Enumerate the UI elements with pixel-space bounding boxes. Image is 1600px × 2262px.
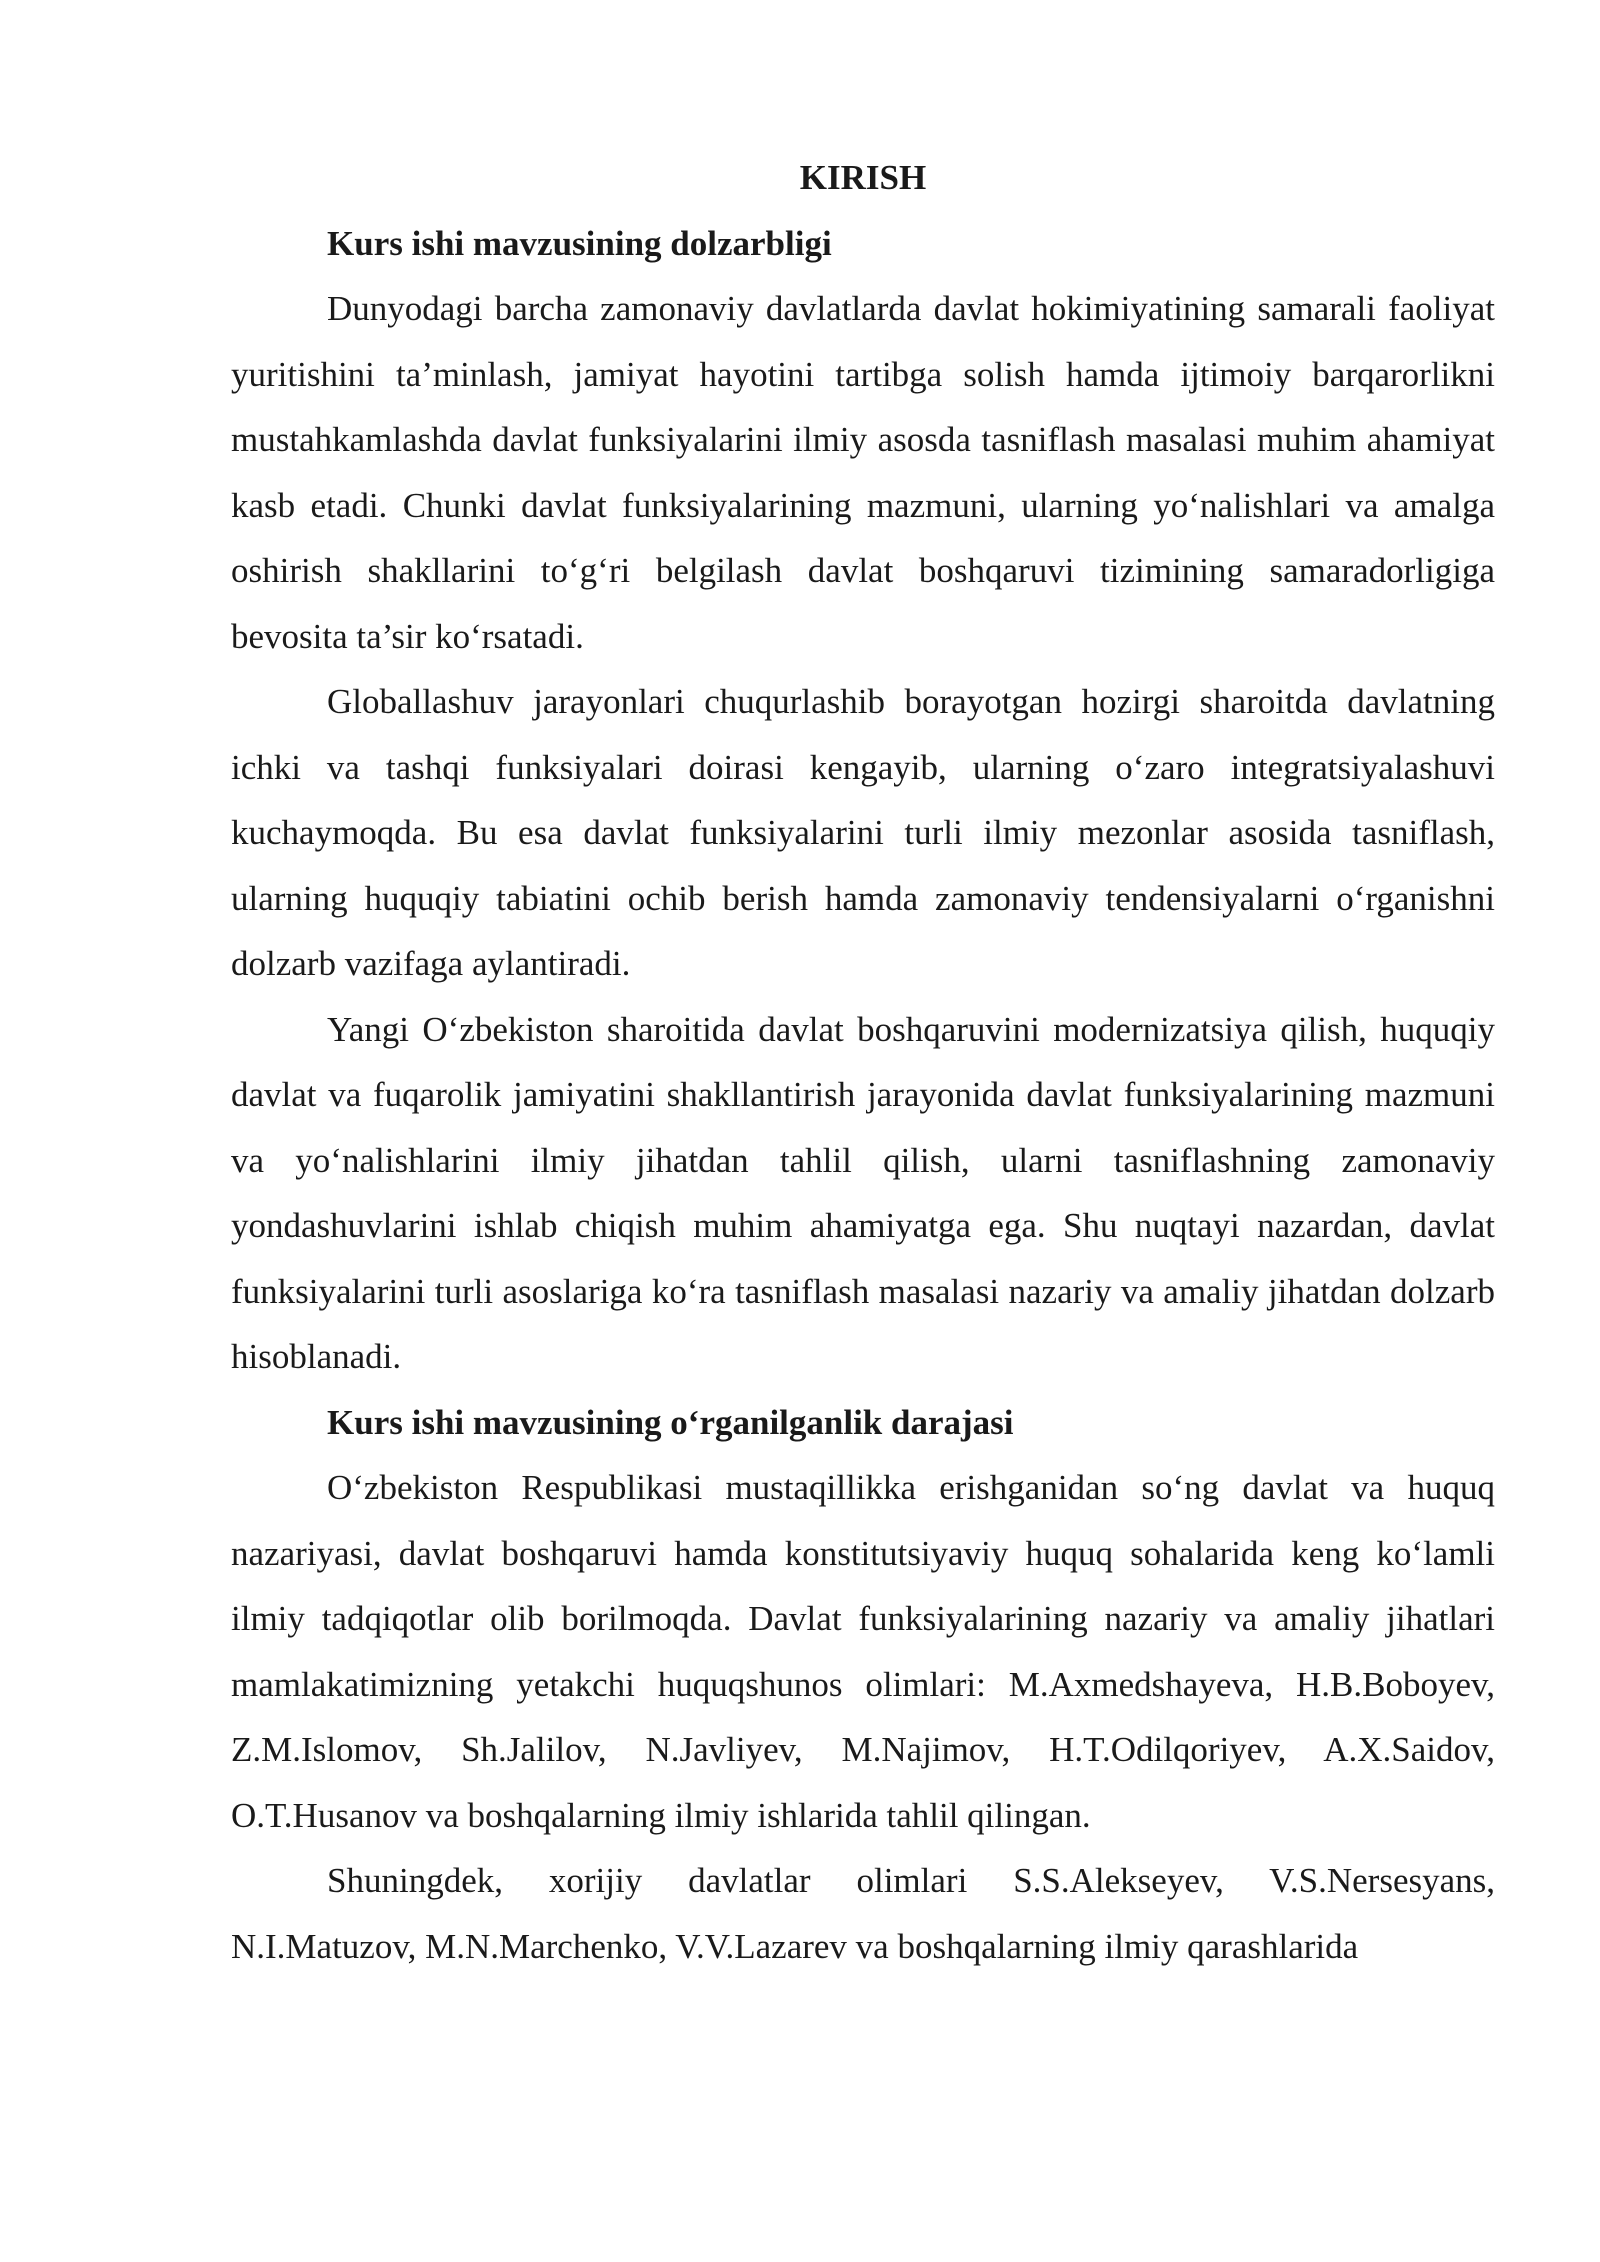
- document-body: [231, 145, 1495, 1979]
- paragraph: Shuningdek, xorijiy davlatlar olimlari S.S.Alekseyev, V.S.Nersesyans, N.I.Matuzov, M.N.Marchenko, V.V.Lazarev va boshqalarning ilmiy qarashlarida: [231, 1861, 1495, 1966]
- paragraph: O‘zbekiston Respublikasi mustaqillikka erishganidan so‘ng davlat va huquq nazariyasi, davlat boshqaruvi hamda konstitutsiyaviy huquq sohalarida keng ko‘lamli ilmiy tadqiqotlar olib borilmoqda. Davlat funksiyalarining nazariy va amaliy jihatlari mamlakatimizning yetakchi huquqshunos olimlari: M.Axmedshayeva, H.B.Boboyev, Z.M.Islomov, Sh.Jalilov, N.Javliyev, M.Najimov, H.T.Odilqoriyev, A.X.Saidov, O.T.Husanov va boshqalarning ilmiy ishlarida tahlil qilingan.: [231, 1468, 1495, 1835]
- section-heading-relevance: Kurs ishi mavzusining dolzarbligi: [327, 223, 832, 263]
- paragraph: Yangi O‘zbekiston sharoitida davlat boshqaruvini modernizatsiya qilish, huquqiy davlat va fuqarolik jamiyatini shakllantirish jarayonida davlat funksiyalarining mazmuni va yo‘nalishlarini ilmiy jihatdan tahlil qilish, ularni tasniflashning zamonaviy yondashuvlarini ishlab chiqish muhim ahamiyatga ega. Shu nuqtayi nazardan, davlat funksiyalarini turli asoslariga ko‘ra tasniflash masalasi nazariy va amaliy jihatdan dolzarb hisoblanadi.: [231, 1009, 1495, 1376]
- page-title: KIRISH: [799, 158, 927, 197]
- paragraph: Dunyodagi barcha zamonaviy davlatlarda davlat hokimiyatining samarali faoliyat yuritishini ta’minlash, jamiyat hayotini tartibga solish hamda ijtimoiy barqarorlikni mustahkamlashda davlat funksiyalarini ilmiy asosda tasniflash masalasi muhim ahamiyat kasb etadi. Chunki davlat funksiyalarining mazmuni, ularning yo‘nalishlari va amalga oshirish shakllarini to‘g‘ri belgilash davlat boshqaruvi tizimining samaradorligiga bevosita ta’sir ko‘rsatadi.: [231, 289, 1495, 656]
- section-heading-study-level: Kurs ishi mavzusining o‘rganilganlik darajasi: [327, 1402, 1014, 1442]
- paragraph: Globallashuv jarayonlari chuqurlashib borayotgan hozirgi sharoitda davlatning ichki va tashqi funksiyalari doirasi kengayib, ularning o‘zaro integratsiyalashuvi kuchaymoqda. Bu esa davlat funksiyalarini turli ilmiy mezonlar asosida tasniflash, ularning huquqiy tabiatini ochib berish hamda zamonaviy tendensiyalarni o‘rganishni dolzarb vazifaga aylantiradi.: [231, 682, 1495, 983]
